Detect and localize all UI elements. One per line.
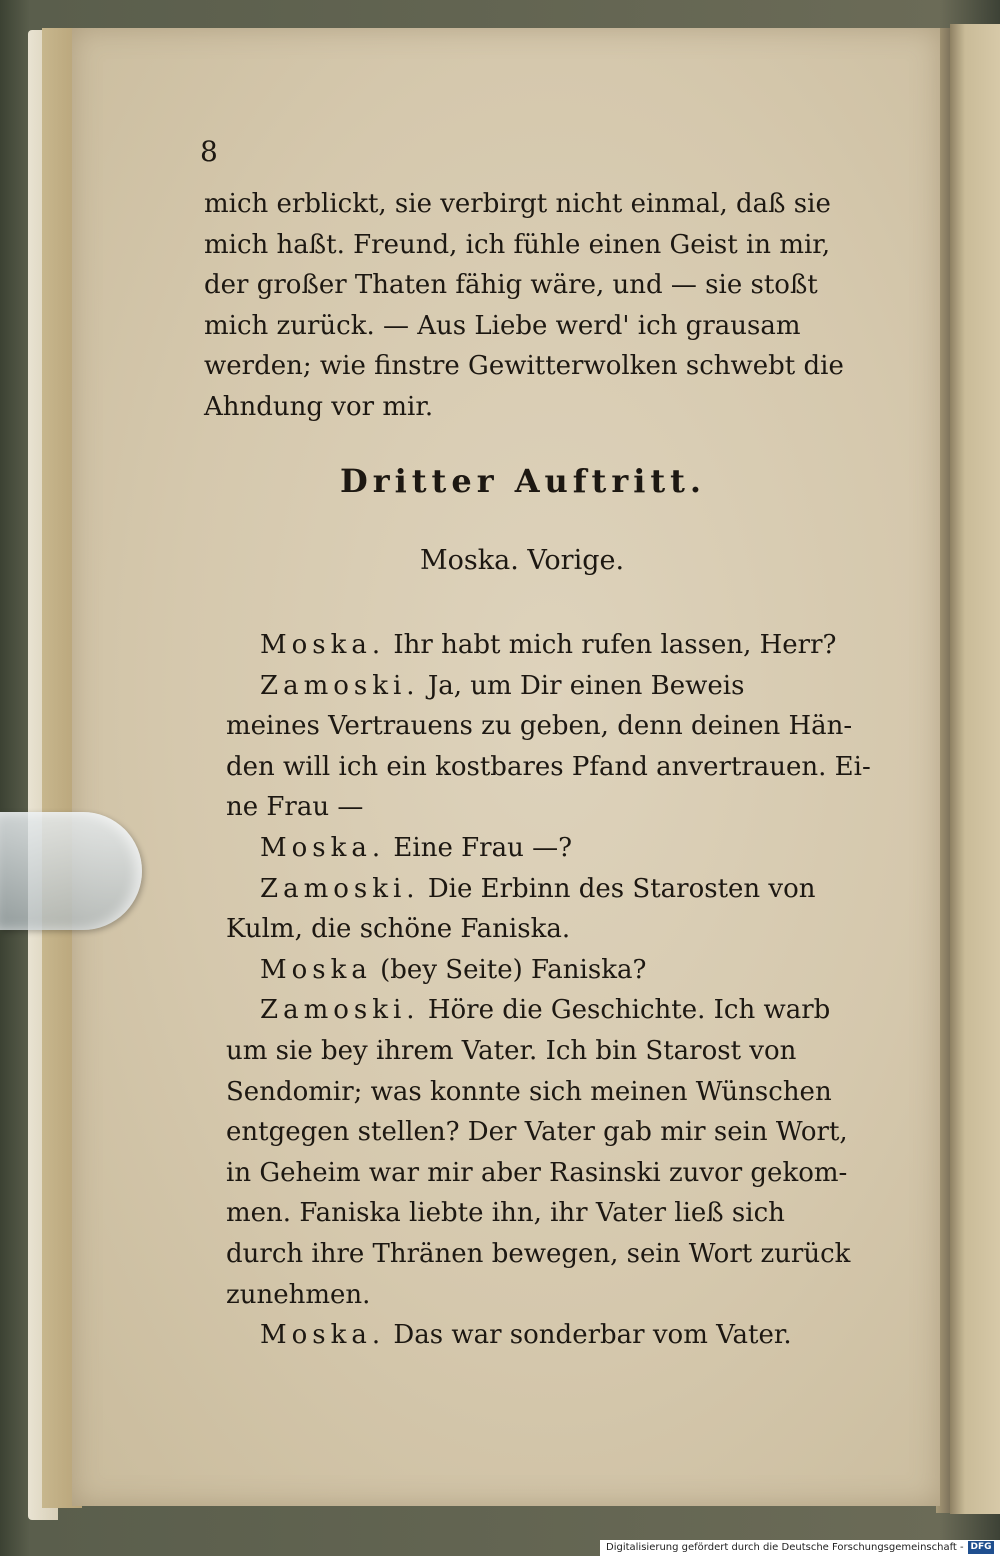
paragraph-line: werden; wie finstre Gewitterwolken schwebt die xyxy=(204,351,844,382)
dialogue-line xyxy=(226,1153,876,1194)
dialogue-text: durch ihre Thränen bewegen, sein Wort zurück xyxy=(226,1238,851,1269)
dialogue-text: zunehmen. xyxy=(226,1279,371,1310)
dialogue-line xyxy=(226,1031,876,1072)
dialogue-line xyxy=(226,706,876,747)
dialogue-text: Höre die Geschichte. Ich warb xyxy=(427,995,831,1026)
dialogue-text: den will ich ein kostbares Pfand anvertrauen. Ei- xyxy=(226,751,871,782)
speaker-name: Moska. xyxy=(260,832,386,863)
dialogue-text: Das war sonderbar vom Vater. xyxy=(393,1320,792,1351)
facing-page-edge xyxy=(950,24,1000,1514)
speaker-name: Zamoski. xyxy=(260,995,420,1026)
paragraph-line: mich haßt. Freund, ich fühle einen Geist in mir, xyxy=(204,229,831,260)
dialogue-line xyxy=(226,666,876,707)
speaker-name: Zamoski. xyxy=(260,873,420,904)
dialogue-text: Kulm, die schöne Faniska. xyxy=(226,914,571,945)
scene-heading: Dritter Auftritt. xyxy=(340,462,707,500)
dialogue-line xyxy=(226,828,876,869)
dialogue-text: Ihr habt mich rufen lassen, Herr? xyxy=(393,630,837,660)
dialogue-line xyxy=(226,1315,876,1356)
speaker-name: Moska xyxy=(260,954,372,985)
page-number: 8 xyxy=(200,135,218,168)
dialogue-text: (bey Seite) Faniska? xyxy=(380,954,647,985)
paragraph-line: der großer Thaten fähig wäre, und — sie stoßt xyxy=(204,270,818,301)
dialogue-line xyxy=(226,787,876,828)
top-paragraph xyxy=(204,184,864,428)
dialogue-line xyxy=(226,625,876,666)
funding-notice: Digitalisierung gefördert durch die Deutsche Forschungsgemeinschaft - xyxy=(606,1542,964,1553)
cast-list: Moska. Vorige. xyxy=(420,545,625,576)
dialogue-line xyxy=(226,1072,876,1113)
speaker-name: Zamoski. xyxy=(260,670,420,701)
page-clip xyxy=(0,812,142,930)
dialogue-block xyxy=(226,625,876,1356)
dialogue-line xyxy=(226,1234,876,1275)
dialogue-line xyxy=(226,869,876,910)
dialogue-line xyxy=(226,1193,876,1234)
dialogue-text: in Geheim war mir aber Rasinski zuvor gekom- xyxy=(226,1157,848,1188)
speaker-name: Moska. xyxy=(260,1320,386,1351)
paragraph-line: mich erblickt, sie verbirgt nicht einmal, daß sie xyxy=(204,189,831,219)
dialogue-line xyxy=(226,990,876,1031)
dialogue-text: Sendomir; was konnte sich meinen Wünschen xyxy=(226,1076,832,1107)
dialogue-text: um sie bey ihrem Vater. Ich bin Starost von xyxy=(226,1035,797,1066)
dfg-logo: DFG xyxy=(968,1541,994,1554)
dialogue-text: Eine Frau —? xyxy=(393,832,573,863)
dialogue-text: ne Frau — xyxy=(226,792,364,823)
dialogue-text: entgegen stellen? Der Vater gab mir sein Wort, xyxy=(226,1117,848,1148)
dialogue-text: meines Vertrauens zu geben, denn deinen Hän- xyxy=(226,711,853,742)
dialogue-text: men. Faniska liebte ihn, ihr Vater ließ sich xyxy=(226,1198,785,1229)
paragraph-line: mich zurück. — Aus Liebe werd' ich grausam xyxy=(204,310,801,341)
speaker-name: Moska. xyxy=(260,630,386,660)
paragraph-line: Ahndung vor mir. xyxy=(204,391,434,422)
dialogue-line xyxy=(226,1275,876,1316)
dialogue-line xyxy=(226,950,876,991)
dialogue-text: Die Erbinn des Starosten von xyxy=(427,873,816,904)
dialogue-text: Ja, um Dir einen Beweis xyxy=(427,670,745,701)
dialogue-line xyxy=(226,747,876,788)
dialogue-line xyxy=(226,1112,876,1153)
dialogue-line xyxy=(226,909,876,950)
